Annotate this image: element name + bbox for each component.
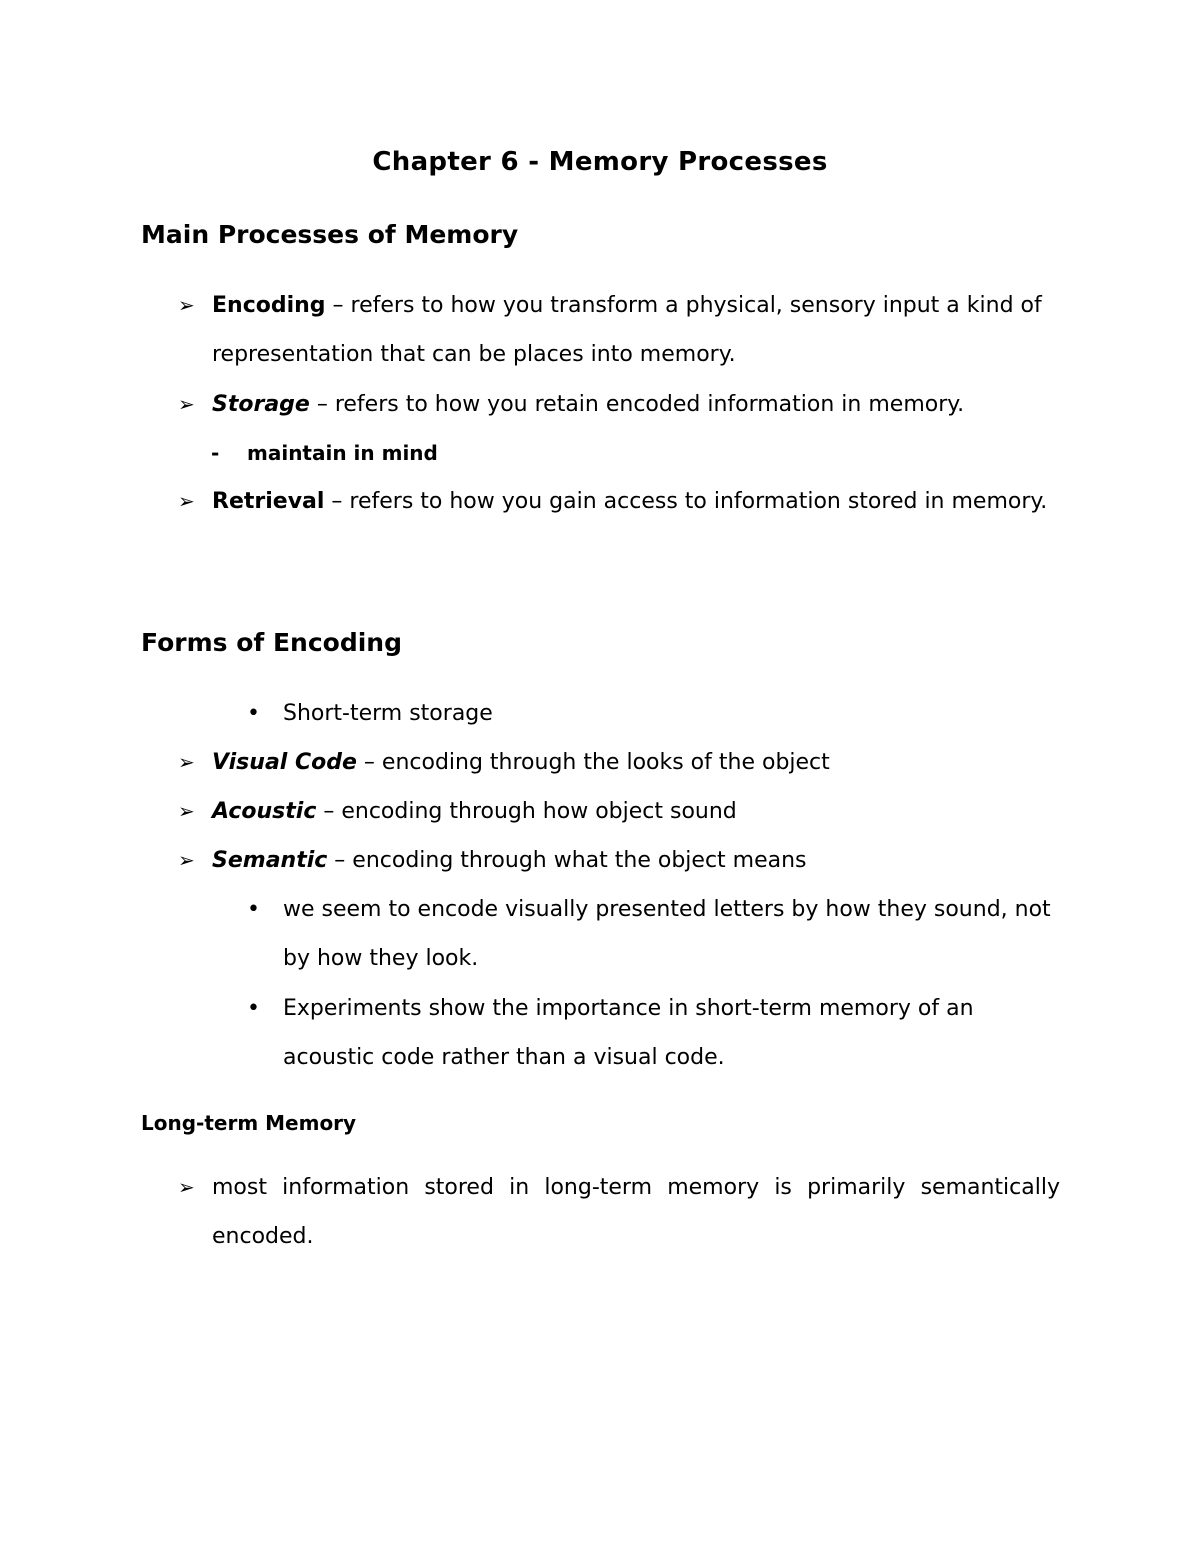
page-title: Chapter 6 - Memory Processes [372, 147, 828, 177]
list-item-retrieval [178, 477, 1060, 526]
definition-retrieval: – refers to how you gain access to information stored in memory. [324, 489, 1048, 514]
list-item-encoding [178, 281, 1060, 379]
definition-semantic: – encoding through what the object means [327, 848, 807, 873]
bullet-text: Experiments show the importance in short-term memory of an acoustic code rather than a visual code. [283, 996, 974, 1070]
term-retrieval: Retrieval [212, 489, 325, 514]
list-item-long-term [178, 1163, 1060, 1261]
definition-acoustic: – encoding through how object sound [316, 799, 737, 824]
dot-bullet-icon: • [247, 996, 260, 1021]
arrow-bullet-icon: ➢ [178, 750, 195, 774]
arrow-bullet-icon: ➢ [178, 293, 195, 317]
definition-storage: – refers to how you retain encoded information in memory. [309, 392, 965, 417]
arrow-bullet-icon: ➢ [178, 848, 195, 872]
term-semantic: Semantic [212, 848, 328, 873]
arrow-bullet-icon: ➢ [178, 1175, 195, 1199]
dash-bullet-icon: - [211, 441, 220, 465]
term-encoding: Encoding [212, 293, 326, 318]
arrow-bullet-icon: ➢ [178, 799, 195, 823]
term-storage: Storage [212, 392, 310, 417]
dot-bullet-icon: • [247, 897, 260, 922]
sub-item-maintain-in-mind [211, 429, 947, 478]
list-item-semantic [178, 836, 1060, 885]
long-term-text: most information stored in long-term memory is primarily semantically encoded. [212, 1175, 1060, 1249]
arrow-bullet-icon: ➢ [178, 392, 195, 416]
dot-bullet-icon: • [247, 701, 260, 726]
definition-visual-code: – encoding through the looks of the object [356, 750, 830, 775]
list-item-storage [178, 380, 1060, 429]
bullet-short-term-storage [247, 689, 1060, 738]
section-heading-long-term-memory: Long-term Memory [141, 1111, 357, 1135]
term-acoustic: Acoustic [212, 799, 317, 824]
arrow-bullet-icon: ➢ [178, 489, 195, 513]
section-heading-main-processes: Main Processes of Memory [141, 220, 519, 249]
term-visual-code: Visual Code [212, 750, 357, 775]
section-heading-forms-of-encoding: Forms of Encoding [141, 628, 402, 657]
definition-encoding: – refers to how you transform a physical, sensory input a kind of representation that can be places into memory. [212, 293, 1042, 367]
bullet-encode-visually [247, 885, 1060, 983]
bullet-experiments [247, 984, 1060, 1082]
list-item-visual-code [178, 738, 1060, 787]
list-item-acoustic [178, 787, 1060, 836]
bullet-text: we seem to encode visually presented letters by how they sound, not by how they look. [283, 897, 1051, 971]
bullet-text: Short-term storage [283, 701, 493, 726]
sub-item-text: maintain in mind [247, 441, 438, 465]
